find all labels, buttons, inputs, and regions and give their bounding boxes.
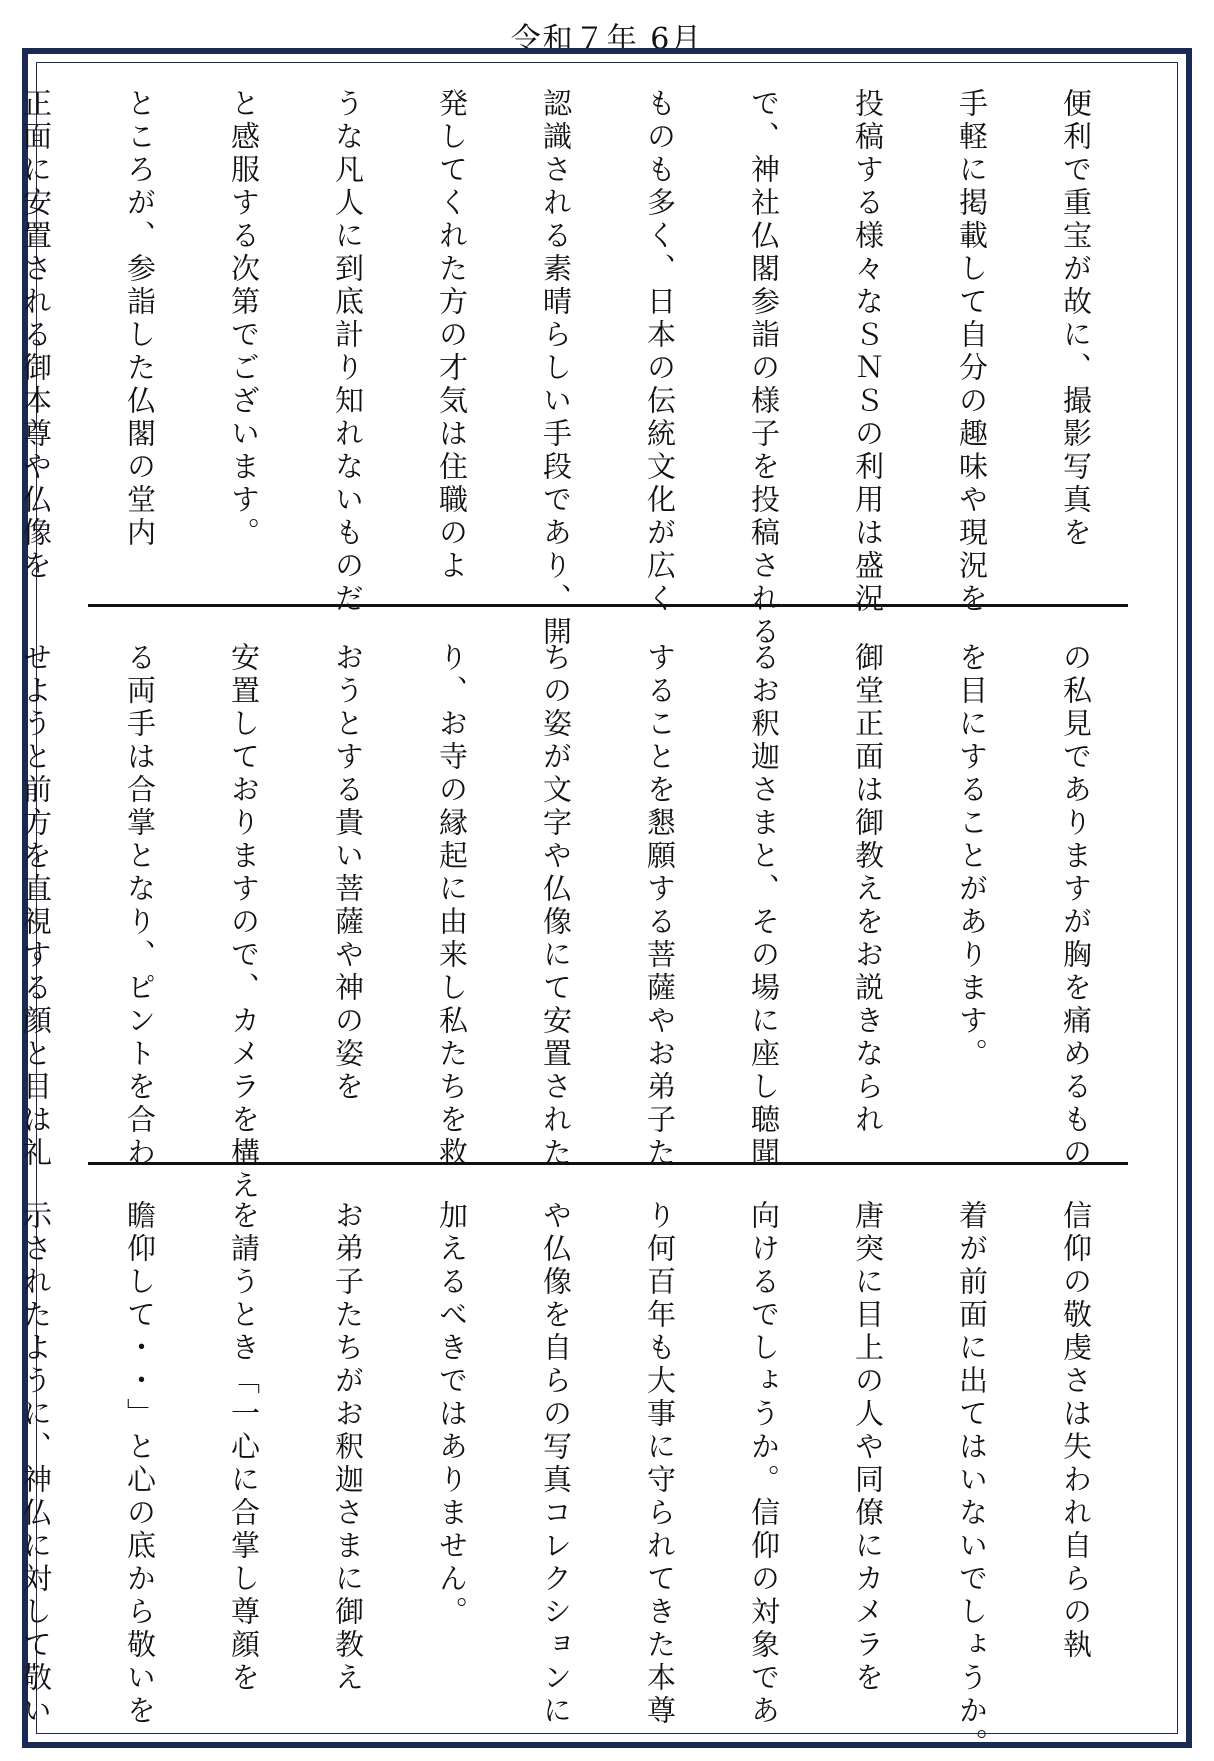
text-line: 瞻仰して・・」と心の底から敬いを — [123, 1200, 157, 1728]
text-line: で、神社仏閣参詣の様子を投稿される — [747, 88, 781, 649]
text-line: 認識される素晴らしい手段であり、開 — [539, 88, 573, 649]
text-line: ちの姿が文字や仏像にて安置された — [539, 642, 573, 1170]
text-line: 示されたように、神仏に対して敬い — [19, 1200, 53, 1728]
page-frame — [19, 48, 1192, 1761]
text-line: 便利で重宝が故に、撮影写真を — [1059, 88, 1093, 550]
text-line: り何百年も大事に守られてきた本尊 — [643, 1200, 677, 1728]
text-line: るお釈迦さまと、その場に座し聴聞 — [747, 642, 781, 1170]
text-line: 信仰の敬虔さは失われ自らの執 — [1059, 1200, 1093, 1662]
text-line: うな凡人に到底計り知れないものだ — [331, 88, 365, 616]
section-divider — [88, 1162, 1128, 1165]
text-line: おうとする貴い菩薩や神の姿を — [331, 642, 365, 1104]
text-line: お弟子たちがお釈迦さまに御教え — [331, 1200, 365, 1695]
text-line: 安置しておりますので、カメラを構え — [227, 642, 261, 1203]
text-line: 唐突に目上の人や同僚にカメラを — [851, 1200, 885, 1695]
text-line: り、お寺の縁起に由来し私たちを救 — [435, 642, 469, 1170]
text-line: る両手は合掌となり、ピントを合わ — [123, 642, 157, 1170]
text-line: 向けるでしょうか。信仰の対象であ — [747, 1200, 781, 1728]
text-section-1 — [19, 70, 1128, 649]
text-line: 御堂正面は御教えをお説きなられ — [851, 642, 885, 1137]
text-line: と感服する次第でございます。 — [227, 88, 261, 550]
section-divider — [88, 604, 1128, 607]
text-line: せようと前方を直視する顔と目は礼 — [19, 642, 53, 1170]
text-line: 手軽に掲載して自分の趣味や現況を — [955, 88, 989, 616]
text-line: することを懇願する菩薩やお弟子た — [643, 642, 677, 1170]
text-line: の私見でありますが胸を痛めるもの — [1059, 642, 1093, 1170]
text-line: ところが、参詣した仏閣の堂内 — [123, 88, 157, 550]
text-line: 加えるべきではありません。 — [435, 1200, 469, 1629]
text-line: を請うとき「一心に合掌し尊顔を — [227, 1200, 261, 1695]
text-line: 投稿する様々なＳＮＳの利用は盛況 — [851, 88, 885, 616]
text-line: 発してくれた方の才気は住職のよ — [435, 88, 469, 583]
text-line: ものも多く、日本の伝統文化が広く — [643, 88, 677, 616]
header-date: 令和７年 6月 — [510, 22, 704, 57]
text-line: を目にすることがあります。 — [955, 642, 989, 1071]
text-line: 正面に安置される御本尊や仏像を — [19, 88, 53, 583]
text-section-2 — [19, 624, 1128, 1203]
text-section-3 — [19, 1182, 1128, 1761]
text-line: 着が前面に出てはいないでしょうか。 — [955, 1200, 989, 1761]
text-line: や仏像を自らの写真コレクションに — [539, 1200, 573, 1728]
